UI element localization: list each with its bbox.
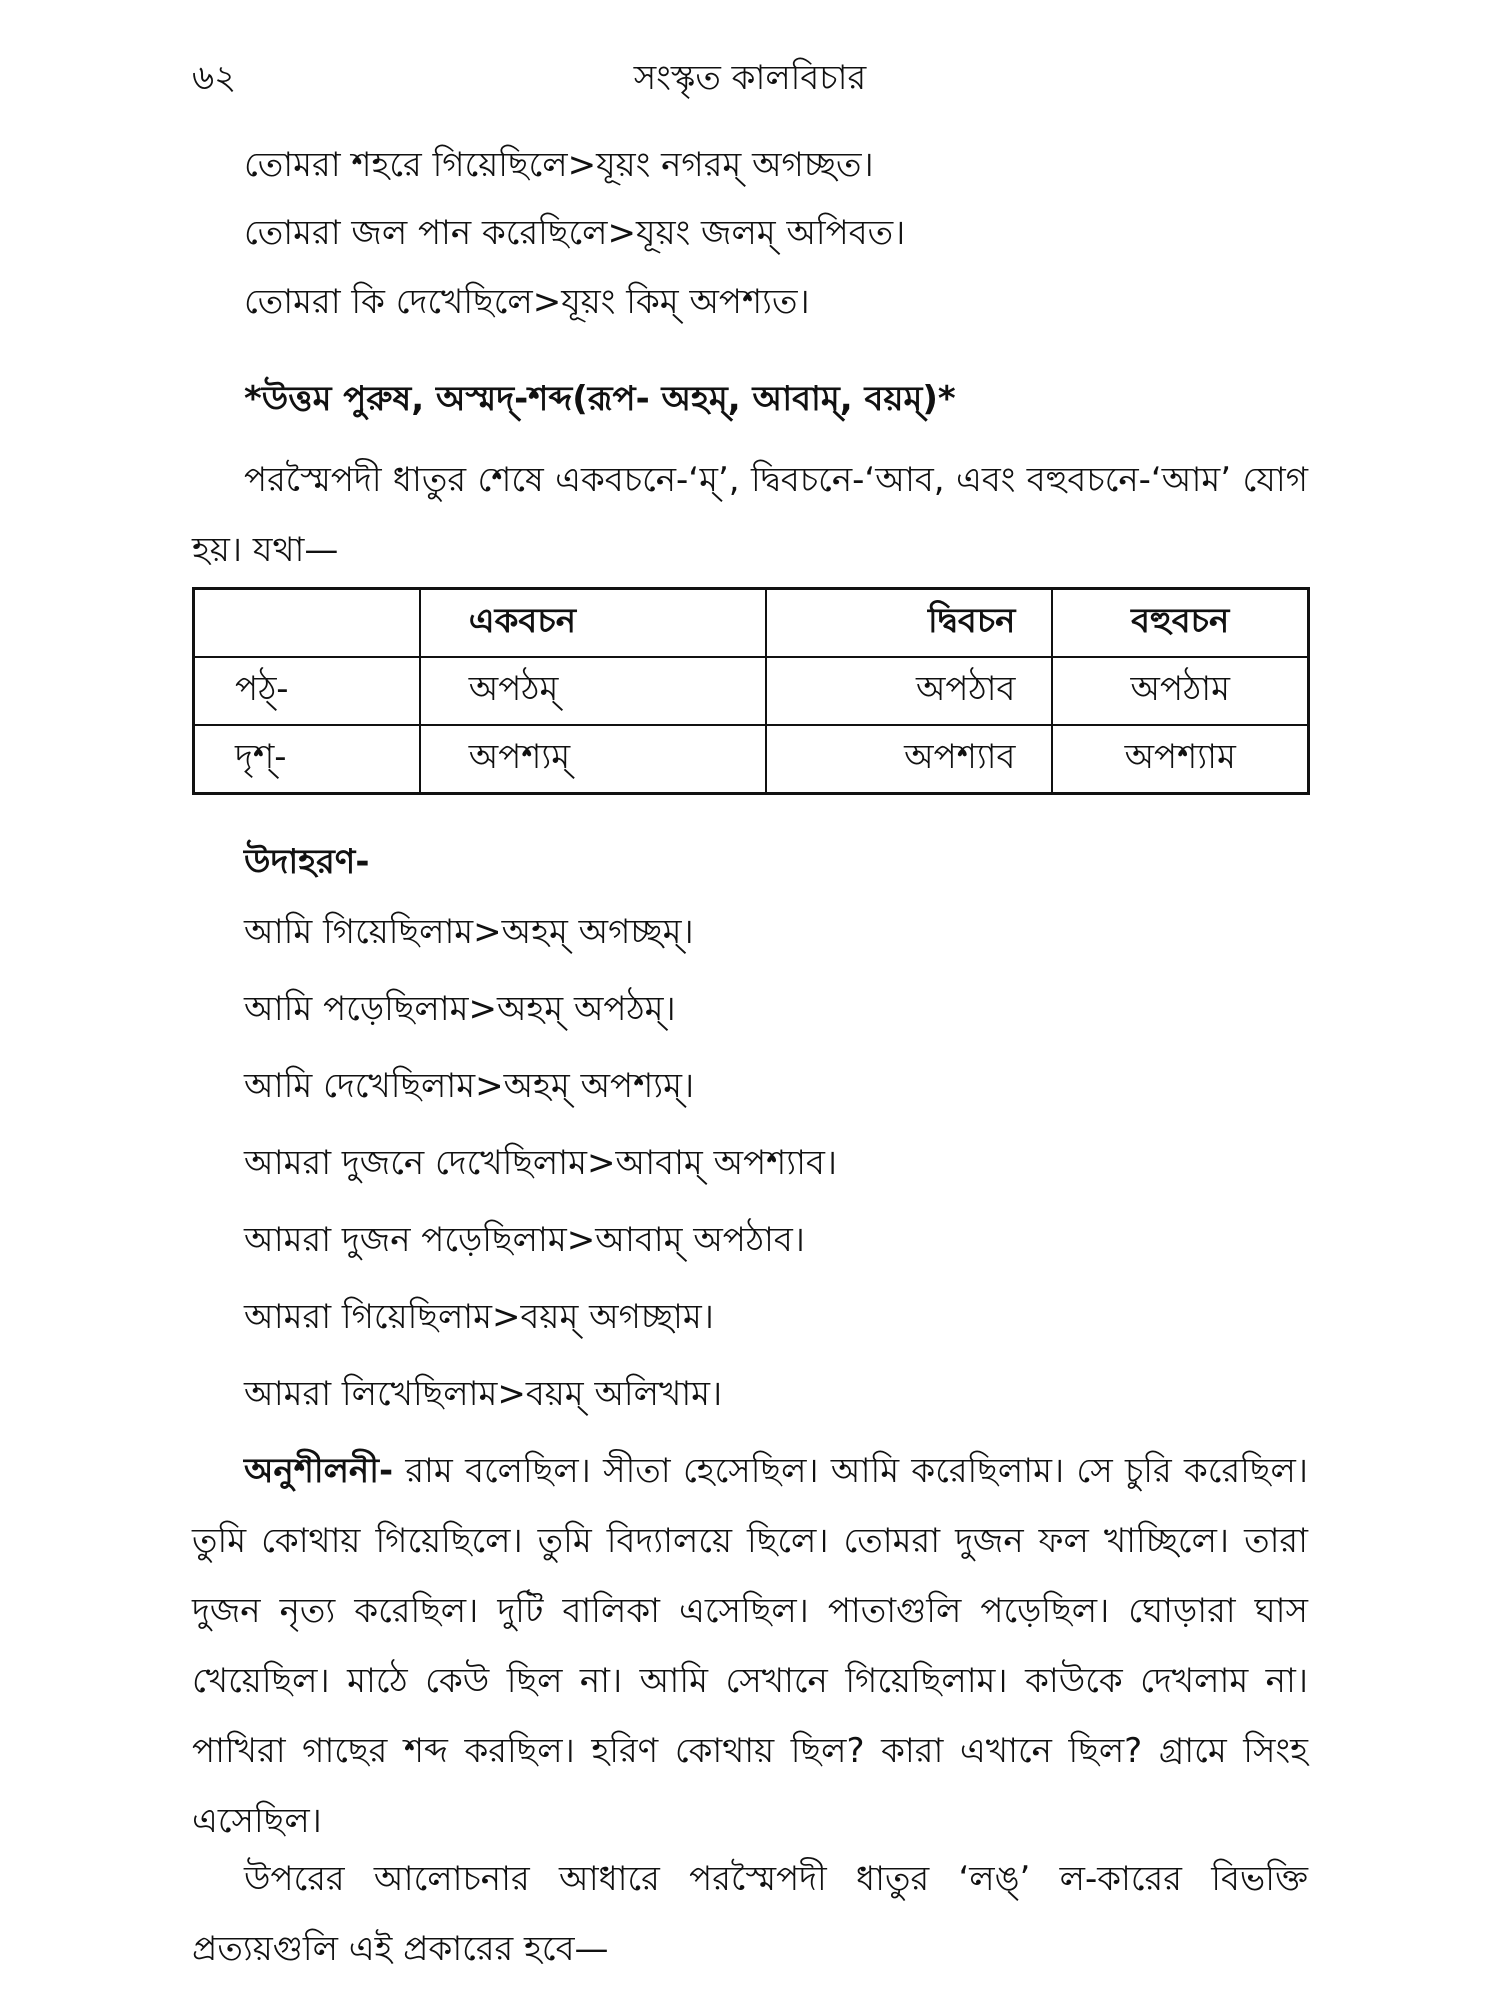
table-cell: দৃশ্- (194, 725, 420, 794)
table-cell: পঠ্- (194, 657, 420, 725)
example-line: আমি পড়েছিলাম>অহম্ অপঠম্। (244, 989, 676, 1029)
intro-example: তোমরা জল পান করেছিলে>যূয়ং জলম্ অপিবত। (244, 213, 906, 253)
running-title: সংস্কৃত কালবিচার (633, 58, 867, 98)
exercise-label: অনুশীলনী- (244, 1451, 394, 1491)
table-cell: অপশ্যম্ (420, 725, 766, 794)
closing-paragraph (192, 1844, 1308, 1984)
table-header-cell: বহুবচন (1052, 589, 1308, 658)
rule-text: পরস্মৈপদী ধাতুর শেষে একবচনে-‘ম্’, দ্বিবচনে-‘আব, এবং বহুবচনে-‘আম’ যোগ হয়। যথা— (192, 460, 1308, 570)
examples-heading: উদাহরণ- (244, 842, 370, 882)
example-line: আমরা গিয়েছিলাম>বয়ম্ অগচ্ছাম। (244, 1297, 714, 1337)
exercise-text: রাম বলেছিল। সীতা হেসেছিল। আমি করেছিলাম। সে চুরি করেছিল। তুমি কোথায় গিয়েছিলে। তুমি বিদ্যালয়ে ছিলে। তোমরা দুজন ফল খাচ্ছিলে। তারা দুজন নৃত্য করেছিল। দুটি বালিকা এসেছিল। পাতাগুলি পড়েছিল। ঘোড়ারা ঘাস খেয়েছিল। মাঠে কেউ ছিল না। আমি সেখানে গিয়েছিলাম। কাউকে দেখলাম না। পাখিরা গাছের শব্দ করছিল। হরিণ কোথায় ছিল? কারা এখানে ছিল? গ্রামে সিংহ এসেছিল। (192, 1451, 1308, 1841)
conjugation-table (192, 587, 1310, 795)
table-header-cell: দ্বিবচন (766, 589, 1053, 658)
exercise-paragraph (192, 1436, 1308, 1856)
table-cell: অপঠম্ (420, 657, 766, 725)
section-heading: *উত্তম পুরুষ, অস্মদ্-শব্দ(রূপ- অহম্, আবাম্, বয়ম্)* (244, 379, 956, 419)
example-line: আমরা দুজন পড়েছিলাম>আবাম্ অপঠাব। (244, 1220, 805, 1260)
table-cell: অপশ্যাব (766, 725, 1053, 794)
example-line: আমরা দুজনে দেখেছিলাম>আবাম্ অপশ্যাব। (244, 1143, 838, 1183)
closing-text: উপরের আলোচনার আধারে পরস্মৈপদী ধাতুর ‘লঙ্’ ল-কারের বিভক্তি প্রত্যয়গুলি এই প্রকারের হবে— (192, 1859, 1308, 1969)
page-header (192, 52, 1308, 112)
table-row (194, 725, 1309, 794)
table-cell: অপঠাম (1052, 657, 1308, 725)
intro-example: তোমরা কি দেখেছিলে>যূয়ং কিম্ অপশ্যত। (244, 282, 810, 322)
table-cell: অপঠাব (766, 657, 1053, 725)
table-cell: অপশ্যাম (1052, 725, 1308, 794)
table-row (194, 657, 1309, 725)
rule-paragraph (192, 445, 1308, 585)
example-line: আমি দেখেছিলাম>অহম্ অপশ্যম্। (244, 1066, 695, 1106)
intro-example: তোমরা শহরে গিয়েছিলে>যূয়ং নগরম্ অগচ্ছত। (244, 145, 874, 185)
table-header-cell: একবচন (420, 589, 766, 658)
example-line: আমি গিয়েছিলাম>অহম্ অগচ্ছম্। (244, 912, 694, 952)
example-line: আমরা লিখেছিলাম>বয়ম্ অলিখাম। (244, 1374, 723, 1414)
table-header-row (194, 589, 1309, 658)
page-number: ৬২ (192, 58, 237, 98)
table-header-cell (194, 589, 420, 658)
